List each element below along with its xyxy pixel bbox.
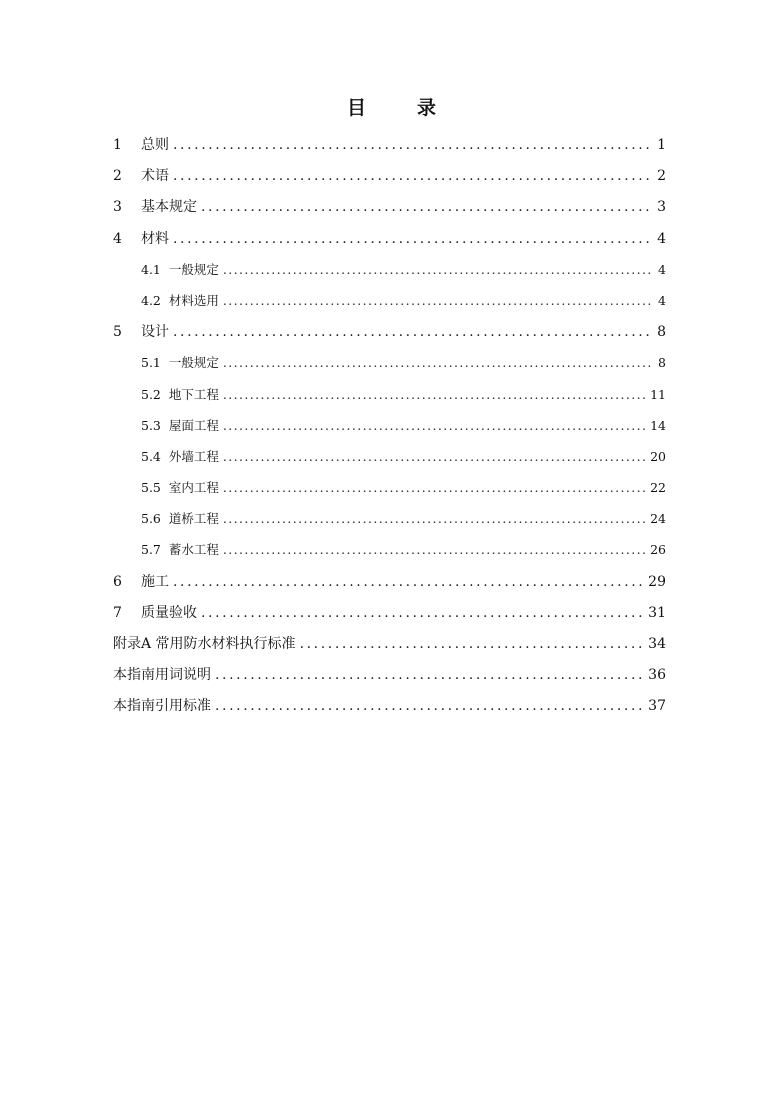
toc-subentry[interactable] bbox=[113, 414, 666, 445]
toc-subentry[interactable] bbox=[113, 351, 666, 382]
toc-entry-page: 24 bbox=[650, 511, 666, 527]
toc-entry-page: 34 bbox=[648, 636, 666, 652]
toc-entry-page: 14 bbox=[650, 417, 666, 433]
toc-leader-dots bbox=[223, 289, 652, 313]
toc-entry-number: 2 bbox=[113, 168, 122, 185]
toc-entry-label: 基本规定 bbox=[141, 199, 197, 216]
toc-entry-label: 附录A 常用防水材料执行标准 bbox=[113, 636, 296, 652]
toc-entry[interactable] bbox=[113, 227, 666, 258]
toc-entry-label: 总则 bbox=[141, 137, 169, 153]
toc-entry-label: 设计 bbox=[141, 324, 169, 341]
toc-entry-label: 屋面工程 bbox=[168, 417, 219, 433]
toc-entry-page: 36 bbox=[648, 667, 666, 684]
toc-entry[interactable] bbox=[113, 694, 666, 725]
toc-entry-page: 20 bbox=[650, 448, 666, 464]
toc-list bbox=[113, 133, 666, 726]
toc-entry-label: 术语 bbox=[141, 168, 169, 185]
toc-entry[interactable] bbox=[113, 195, 666, 226]
toc-entry-label: 外墙工程 bbox=[168, 448, 219, 464]
toc-entry-label: 蓄水工程 bbox=[168, 542, 219, 558]
toc-leader-dots bbox=[223, 445, 646, 469]
toc-subentry[interactable] bbox=[113, 258, 666, 289]
toc-entry-label: 地下工程 bbox=[168, 386, 219, 402]
toc-entry-label: 材料选用 bbox=[168, 292, 219, 308]
toc-entry-label: 室内工程 bbox=[168, 480, 219, 496]
toc-leader-dots bbox=[223, 538, 646, 562]
toc-entry-page: 26 bbox=[650, 542, 666, 558]
toc-leader-dots bbox=[173, 164, 652, 188]
toc-leader-dots bbox=[223, 383, 646, 407]
toc-entry[interactable] bbox=[113, 164, 666, 195]
toc-entry-page: 3 bbox=[657, 199, 666, 216]
toc-entry-page: 31 bbox=[648, 604, 666, 621]
toc-entry-page: 8 bbox=[657, 324, 666, 341]
toc-entry-label: 道桥工程 bbox=[168, 511, 219, 527]
toc-leader-dots bbox=[173, 320, 652, 344]
toc-entry-number: 5.4 bbox=[141, 448, 161, 464]
toc-entry-page: 8 bbox=[658, 355, 666, 371]
toc-entry-number: 5.5 bbox=[141, 480, 161, 496]
toc-leader-dots bbox=[223, 507, 646, 531]
toc-entry-page: 1 bbox=[657, 137, 666, 153]
toc-leader-dots bbox=[223, 414, 646, 438]
toc-entry-number: 4 bbox=[113, 230, 122, 247]
toc-entry-number: 5.6 bbox=[141, 511, 161, 527]
toc-entry-number: 5 bbox=[113, 324, 122, 341]
toc-entry-number: 5.7 bbox=[141, 542, 161, 558]
toc-entry[interactable] bbox=[113, 601, 666, 632]
toc-entry-label: 材料 bbox=[141, 230, 169, 247]
toc-entry-label: 本指南用词说明 bbox=[113, 667, 211, 684]
toc-entry[interactable] bbox=[113, 663, 666, 694]
toc-subentry[interactable] bbox=[113, 476, 666, 507]
toc-leader-dots bbox=[201, 601, 644, 625]
toc-leader-dots bbox=[173, 227, 652, 251]
toc-entry-page: 4 bbox=[658, 261, 666, 277]
toc-entry-label: 质量验收 bbox=[141, 604, 197, 621]
toc-entry-page: 4 bbox=[657, 230, 666, 247]
toc-entry-label: 一般规定 bbox=[168, 261, 219, 277]
toc-entry[interactable] bbox=[113, 632, 666, 663]
toc-leader-dots bbox=[173, 570, 644, 594]
toc-leader-dots bbox=[215, 663, 644, 687]
toc-leader-dots bbox=[223, 258, 652, 282]
toc-subentry[interactable] bbox=[113, 383, 666, 414]
toc-entry-page: 4 bbox=[658, 292, 666, 308]
toc-entry-number: 3 bbox=[113, 199, 122, 216]
toc-leader-dots bbox=[223, 476, 646, 500]
toc-subentry[interactable] bbox=[113, 538, 666, 569]
toc-entry-page: 29 bbox=[648, 573, 666, 590]
toc-entry-number: 7 bbox=[113, 604, 122, 621]
toc-entry[interactable] bbox=[113, 320, 666, 351]
toc-entry-number: 4.2 bbox=[141, 292, 161, 308]
toc-leader-dots bbox=[173, 133, 652, 157]
toc-entry-number: 5.1 bbox=[141, 355, 161, 371]
toc-subentry[interactable] bbox=[113, 445, 666, 476]
toc-leader-dots bbox=[215, 694, 644, 718]
toc-entry-number: 1 bbox=[113, 137, 122, 153]
toc-entry-number: 4.1 bbox=[141, 261, 161, 277]
toc-entry-page: 22 bbox=[650, 480, 666, 496]
toc-entry-number: 6 bbox=[113, 573, 122, 590]
toc-subentry[interactable] bbox=[113, 507, 666, 538]
toc-entry-label: 一般规定 bbox=[168, 355, 219, 371]
toc-title: 目 录 bbox=[346, 97, 452, 119]
toc-entry-number: 5.3 bbox=[141, 417, 161, 433]
toc-entry-label: 本指南引用标准 bbox=[113, 698, 211, 715]
toc-leader-dots bbox=[223, 351, 652, 375]
toc-entry-page: 11 bbox=[650, 386, 666, 402]
toc-leader-dots bbox=[300, 632, 645, 656]
toc-entry[interactable] bbox=[113, 570, 666, 601]
toc-leader-dots bbox=[201, 195, 652, 219]
toc-entry-label: 施工 bbox=[141, 573, 169, 590]
toc-entry-page: 37 bbox=[648, 698, 666, 715]
toc-subentry[interactable] bbox=[113, 289, 666, 320]
toc-entry-page: 2 bbox=[657, 168, 666, 185]
toc-entry[interactable] bbox=[113, 133, 666, 164]
toc-entry-number: 5.2 bbox=[141, 386, 161, 402]
